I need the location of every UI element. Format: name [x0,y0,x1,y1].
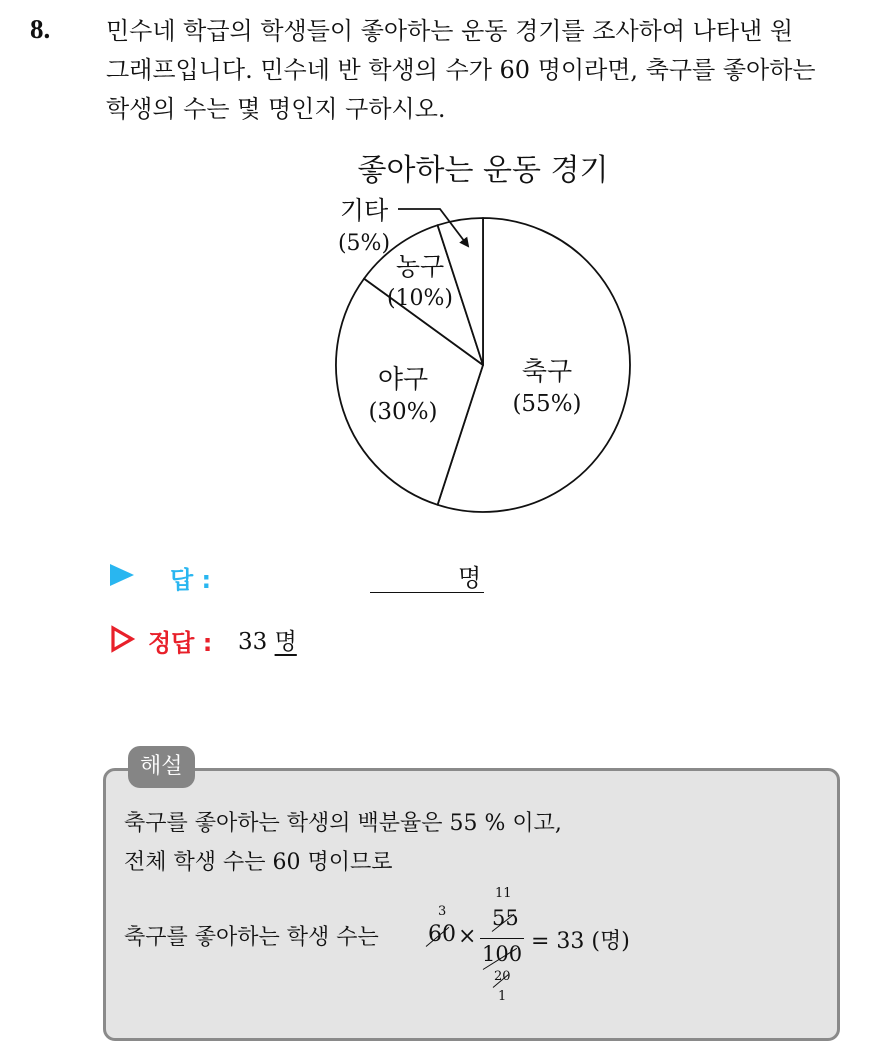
answer-unit: 명 [458,564,482,592]
answer-label: 답 : [170,566,212,594]
chart-title: 좋아하는 운동 경기 [357,153,609,188]
slice-label-baseball: 야구 [377,365,429,395]
correct-unit: 명 [274,629,297,655]
reduced-denominator: 1 [498,989,507,1004]
explanation-line: 전체 학생 수는 60 명이므로 [124,850,393,875]
fraction-numerator: 55 [492,906,519,930]
question-line: 그래프입니다. 민수네 반 학생의 수가 60 명이라면, 축구를 좋아하는 [106,56,816,84]
slice-label-basketball: 농구 [395,252,445,281]
slice-label-soccer: 축구 [521,357,573,387]
outline-play-icon [110,625,136,653]
explanation-formula-prefix: 축구를 좋아하는 학생 수는 [124,925,379,950]
slice-value-other: (5%) [337,231,391,256]
fraction-bar [480,938,524,939]
answer-row [110,556,510,596]
question-line: 민수네 학급의 학생들이 좋아하는 운동 경기를 조사하여 나타낸 원 [106,17,793,45]
correct-number: 33 [238,629,268,655]
slice-label-other: 기타 [339,196,389,225]
whole-number: 60 [428,922,456,947]
reduced-numerator: 11 [495,886,512,901]
slice-value-basketball: (10%) [386,286,454,311]
formula-result: = 33 (명) [531,929,630,954]
slice-value-soccer: (55%) [512,391,582,417]
explanation-tag: 해설 [128,746,195,788]
slice-value-baseball: (30%) [368,399,438,425]
correct-answer-row [110,620,510,660]
correct-label: 정답 : [148,629,213,657]
fraction-denominator: 100 [482,942,523,966]
reduced-whole: 3 [438,904,447,919]
times-sign: × [458,924,477,949]
explanation-line: 축구를 좋아하는 학생의 백분율은 55 % 이고, [124,811,562,836]
question-line: 학생의 수는 몇 명인지 구하시오. [106,95,446,123]
correct-value [238,623,297,656]
play-icon [110,564,134,586]
question-number: 8. [30,14,51,44]
partial-denominator: 20 [494,969,511,984]
